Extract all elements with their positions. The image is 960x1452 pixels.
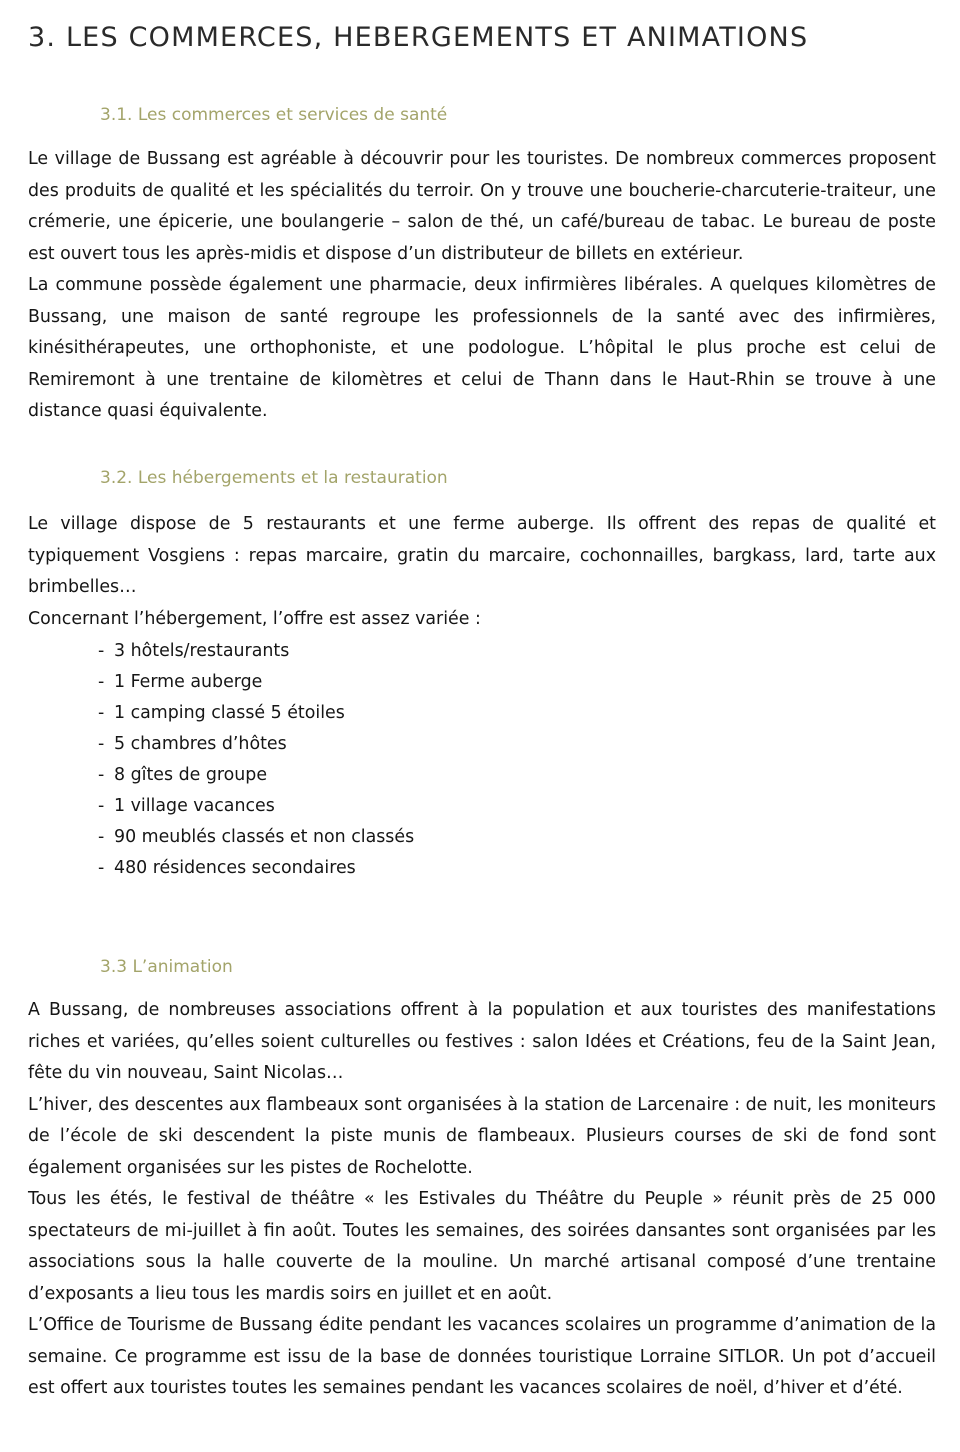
- section-body-commerces: [28, 144, 936, 428]
- paragraph: Tous les étés, le festival de théâtre « les Estivales du Théâtre du Peuple » réunit près de 25 000 spectateurs de mi-juillet à fin août. Toutes les semaines, des soirées dansantes sont organisées par les associations sous la halle couverte de la mouline. Un marché artisanal composé d’une trentaine d’exposants a lieu tous les mardis soirs en juillet et en août.: [28, 1189, 936, 1304]
- list-item: - 480 résidences secondaires: [98, 858, 356, 878]
- section-heading-animation: 3.3 L’animation: [100, 957, 233, 977]
- section-body-animation: [28, 995, 936, 1405]
- section-body-hebergements: [28, 509, 936, 635]
- paragraph: Le village de Bussang est agréable à découvrir pour les touristes. De nombreux commerces proposent des produits de qualité et les spécialités du terroir. On y trouve une boucherie-charcuterie-traiteur, une crémerie, une épicerie, une boulangerie – salon de thé, un café/bureau de tabac. Le bureau de poste est ouvert tous les après-midis et dispose d’un distributeur de billets en extérieur.: [28, 149, 936, 264]
- list-item: - 1 Ferme auberge: [98, 672, 263, 692]
- list-item: - 3 hôtels/restaurants: [98, 641, 290, 661]
- section-heading-commerces: 3.1. Les commerces et services de santé: [100, 105, 448, 125]
- list-item: - 5 chambres d’hôtes: [98, 734, 287, 754]
- paragraph: L’hiver, des descentes aux flambeaux sont organisées à la station de Larcenaire : de nuit, les moniteurs de l’école de ski descendent la piste munis de flambeaux. Plusieurs courses de ski de fond sont également organisées sur les pistes de Rochelotte.: [28, 1094, 936, 1178]
- paragraph: L’Office de Tourisme de Bussang édite pendant les vacances scolaires un programme d’animation de la semaine. Ce programme est issu de la base de données touristique Lorraine SITLOR. Un pot d’accueil est offert aux touristes toutes les semaines pendant les vacances scolaires de noël, d’hiver et d’été.: [28, 1315, 936, 1398]
- section-heading-hebergements: 3.2. Les hébergements et la restauration: [100, 468, 448, 488]
- list-item: - 1 village vacances: [98, 796, 275, 816]
- paragraph: La commune possède également une pharmacie, deux infirmières libérales. A quelques kilomètres de Bussang, une maison de santé regroupe les professionnels de la santé avec des infirmières, kinésithérapeutes, une orthophoniste, et une podologue. L’hôpital le plus proche est celui de Remiremont à une trentaine de kilomètres et celui de Thann dans le Haut-Rhin se trouve à une distance quasi équivalente.: [28, 275, 936, 421]
- paragraph: A Bussang, de nombreuses associations offrent à la population et aux touristes des manifestations riches et variées, qu’elles soient culturelles ou festives : salon Idées et Créations, feu de la Saint Jean, fête du vin nouveau, Saint Nicolas…: [28, 1000, 936, 1083]
- list-item: - 90 meublés classés et non classés: [98, 827, 415, 847]
- list-item: - 1 camping classé 5 étoiles: [98, 703, 345, 723]
- paragraph: Le village dispose de 5 restaurants et une ferme auberge. Ils offrent des repas de qualité et typiquement Vosgiens : repas marcaire, gratin du marcaire, cochonnailles, bargkass, lard, tarte aux brimbelles…: [28, 514, 936, 597]
- accommodation-list: [98, 636, 414, 884]
- paragraph: Concernant l’hébergement, l’offre est assez variée :: [28, 608, 481, 629]
- page-title: 3. LES COMMERCES, HEBERGEMENTS ET ANIMATIONS: [28, 22, 809, 53]
- list-item: - 8 gîtes de groupe: [98, 765, 268, 785]
